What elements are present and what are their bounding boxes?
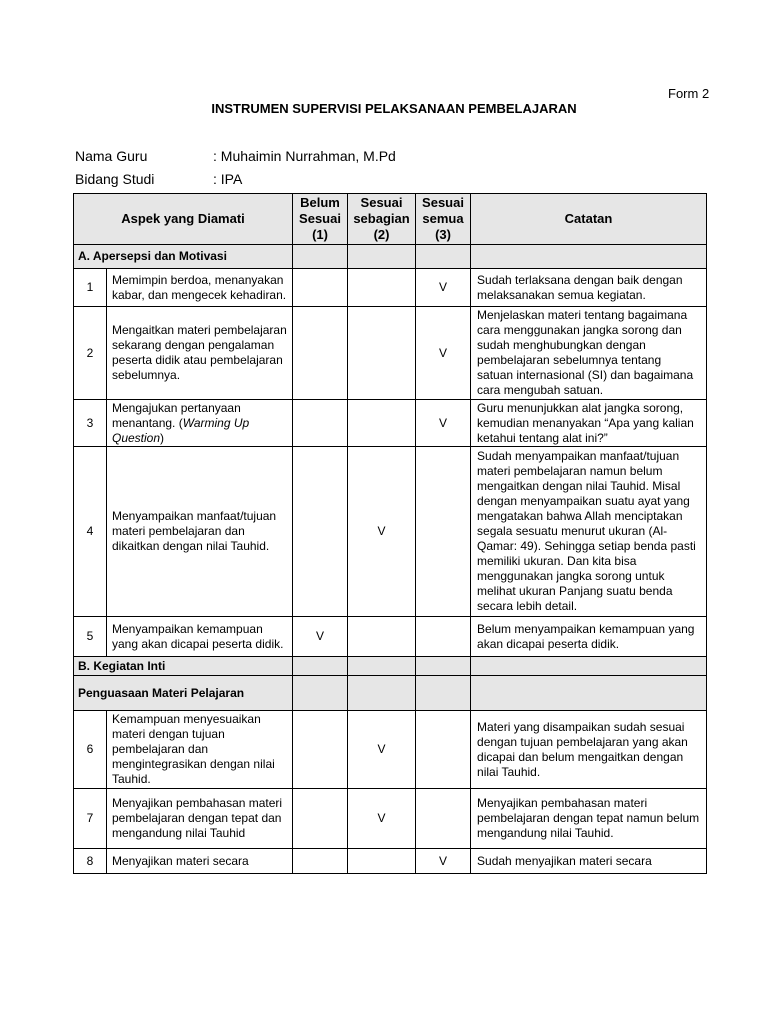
- table-row: [74, 269, 707, 307]
- mark-sebagian: [348, 400, 416, 447]
- section-cell: [471, 657, 707, 676]
- header-line: (3): [435, 227, 451, 242]
- row-aspect: Kemampuan menyesuaikan materi dengan tujuan pembelajaran dan mengintegrasikan dengan nilai Tauhid.: [107, 711, 293, 789]
- section-cell: [293, 245, 348, 269]
- table-row: [74, 617, 707, 657]
- mark-semua: V: [416, 849, 471, 874]
- aspect-text: Mengajukan pertanyaan menantang. (: [112, 400, 241, 430]
- header-line: Sesuai: [360, 195, 403, 210]
- row-number: 4: [74, 447, 107, 617]
- table-row: [74, 711, 707, 789]
- aspect-text: ): [160, 430, 165, 445]
- header-aspek: Aspek yang Diamati: [74, 194, 293, 245]
- subsection-label: Penguasaan Materi Pelajaran: [74, 676, 293, 711]
- mark-sebagian: V: [348, 447, 416, 617]
- section-row-b: [74, 657, 707, 676]
- aspect-italic-text: Warming Up Question: [112, 415, 250, 445]
- mark-semua: V: [416, 269, 471, 307]
- document-title: INSTRUMEN SUPERVISI PELAKSANAAN PEMBELAJARAN: [211, 101, 577, 116]
- section-a-label: A. Apersepsi dan Motivasi: [74, 245, 293, 269]
- section-cell: [471, 676, 707, 711]
- row-note: Sudah menyampaikan manfaat/tujuan materi pembelajaran namun belum mengaitkan dengan nilai Tauhid. Misal dengan menyampaikan suatu ayat yang mengatakan bahwa Allah menciptakan segala sesuatu menurut ukuran (Al-Qamar: 49). Sehingga setiap benda pasti memiliki ukuran. Dan kita bisa menggunakan jangka sorong untuk melihat ukuran Panjang suatu benda secara lebih detail.: [471, 447, 707, 617]
- section-cell: [293, 657, 348, 676]
- row-note: Guru menunjukkan alat jangka sorong, kemudian menanyakan “Apa yang kalian ketahui tentang alat ini?”: [471, 400, 707, 447]
- row-note: Sudah menyajikan materi secara: [471, 849, 707, 874]
- section-cell: [348, 245, 416, 269]
- mark-semua: [416, 711, 471, 789]
- table-row: [74, 849, 707, 874]
- nama-guru-value: : Muhaimin Nurrahman, M.Pd: [213, 148, 396, 164]
- bidang-studi-value: : IPA: [213, 171, 243, 187]
- header-belum-sesuai: [293, 194, 348, 245]
- section-cell: [348, 676, 416, 711]
- mark-sebagian: V: [348, 711, 416, 789]
- row-number: 7: [74, 789, 107, 849]
- row-aspect: Menyampaikan kemampuan yang akan dicapai peserta didik.: [107, 617, 293, 657]
- mark-belum: [293, 269, 348, 307]
- mark-semua: V: [416, 400, 471, 447]
- mark-sebagian: [348, 617, 416, 657]
- row-note: Belum menyampaikan kemampuan yang akan dicapai peserta didik.: [471, 617, 707, 657]
- mark-semua: V: [416, 307, 471, 400]
- bidang-studi-label: Bidang Studi: [75, 171, 155, 187]
- header-line: Belum: [300, 195, 340, 210]
- section-cell: [471, 245, 707, 269]
- row-number: 8: [74, 849, 107, 874]
- table-row: [74, 789, 707, 849]
- mark-semua: [416, 789, 471, 849]
- row-number: 1: [74, 269, 107, 307]
- section-cell: [416, 676, 471, 711]
- section-cell: [293, 676, 348, 711]
- row-number: 6: [74, 711, 107, 789]
- header-catatan: Catatan: [471, 194, 707, 245]
- table-row: [74, 447, 707, 617]
- section-cell: [416, 657, 471, 676]
- section-cell: [416, 245, 471, 269]
- meta-nama-guru: [75, 148, 396, 164]
- header-line: semua: [422, 211, 464, 226]
- row-number: 3: [74, 400, 107, 447]
- mark-belum: [293, 849, 348, 874]
- mark-belum: [293, 400, 348, 447]
- header-sesuai-sebagian: [348, 194, 416, 245]
- header-line: sebagian: [353, 211, 410, 226]
- row-aspect: Menyampaikan manfaat/tujuan materi pembelajaran dan dikaitkan dengan nilai Tauhid.: [107, 447, 293, 617]
- mark-sebagian: [348, 849, 416, 874]
- row-aspect: Menyajikan pembahasan materi pembelajaran dengan tepat dan mengandung nilai Tauhid: [107, 789, 293, 849]
- supervision-table: [73, 193, 707, 874]
- mark-belum: [293, 711, 348, 789]
- table-row: [74, 307, 707, 400]
- header-sesuai-semua: [416, 194, 471, 245]
- table-header-row: [74, 194, 707, 245]
- form-code: Form 2: [668, 86, 710, 101]
- row-number: 5: [74, 617, 107, 657]
- header-line: (1): [312, 227, 328, 242]
- row-aspect: Mengaitkan materi pembelajaran sekarang dengan pengalaman peserta didik atau pembelajaran sebelumnya.: [107, 307, 293, 400]
- row-aspect: Memimpin berdoa, menanyakan kabar, dan mengecek kehadiran.: [107, 269, 293, 307]
- section-cell: [348, 657, 416, 676]
- header-line: Sesuai: [422, 195, 464, 210]
- row-note: Sudah terlaksana dengan baik dengan melaksanakan semua kegiatan.: [471, 269, 707, 307]
- section-b-label: B. Kegiatan Inti: [74, 657, 293, 676]
- mark-semua: [416, 447, 471, 617]
- mark-semua: [416, 617, 471, 657]
- mark-sebagian: [348, 269, 416, 307]
- row-note: Menjelaskan materi tentang bagaimana cara menggunakan jangka sorong dan sudah menghubungkan dengan pembelajaran sebelumnya tentang satuan internasional (SI) dan bagaimana cara mengubah satuan.: [471, 307, 707, 400]
- mark-belum: [293, 447, 348, 617]
- row-aspect: Menyajikan materi secara: [107, 849, 293, 874]
- row-note: Menyajikan pembahasan materi pembelajaran dengan tepat namun belum mengandung nilai Tauhid.: [471, 789, 707, 849]
- row-aspect: [107, 400, 293, 447]
- mark-belum: [293, 307, 348, 400]
- mark-belum: [293, 789, 348, 849]
- mark-sebagian: [348, 307, 416, 400]
- row-note: Materi yang disampaikan sudah sesuai dengan tujuan pembelajaran yang akan dicapai dan belum mengaitkan dengan nilai Tauhid.: [471, 711, 707, 789]
- section-row-a: [74, 245, 707, 269]
- mark-sebagian: V: [348, 789, 416, 849]
- header-line: Sesuai: [299, 211, 341, 226]
- meta-bidang-studi: [75, 171, 242, 187]
- mark-belum: V: [293, 617, 348, 657]
- header-line: (2): [373, 227, 390, 242]
- nama-guru-label: Nama Guru: [75, 148, 148, 164]
- row-number: 2: [74, 307, 107, 400]
- subsection-row: [74, 676, 707, 711]
- table-row: [74, 400, 707, 447]
